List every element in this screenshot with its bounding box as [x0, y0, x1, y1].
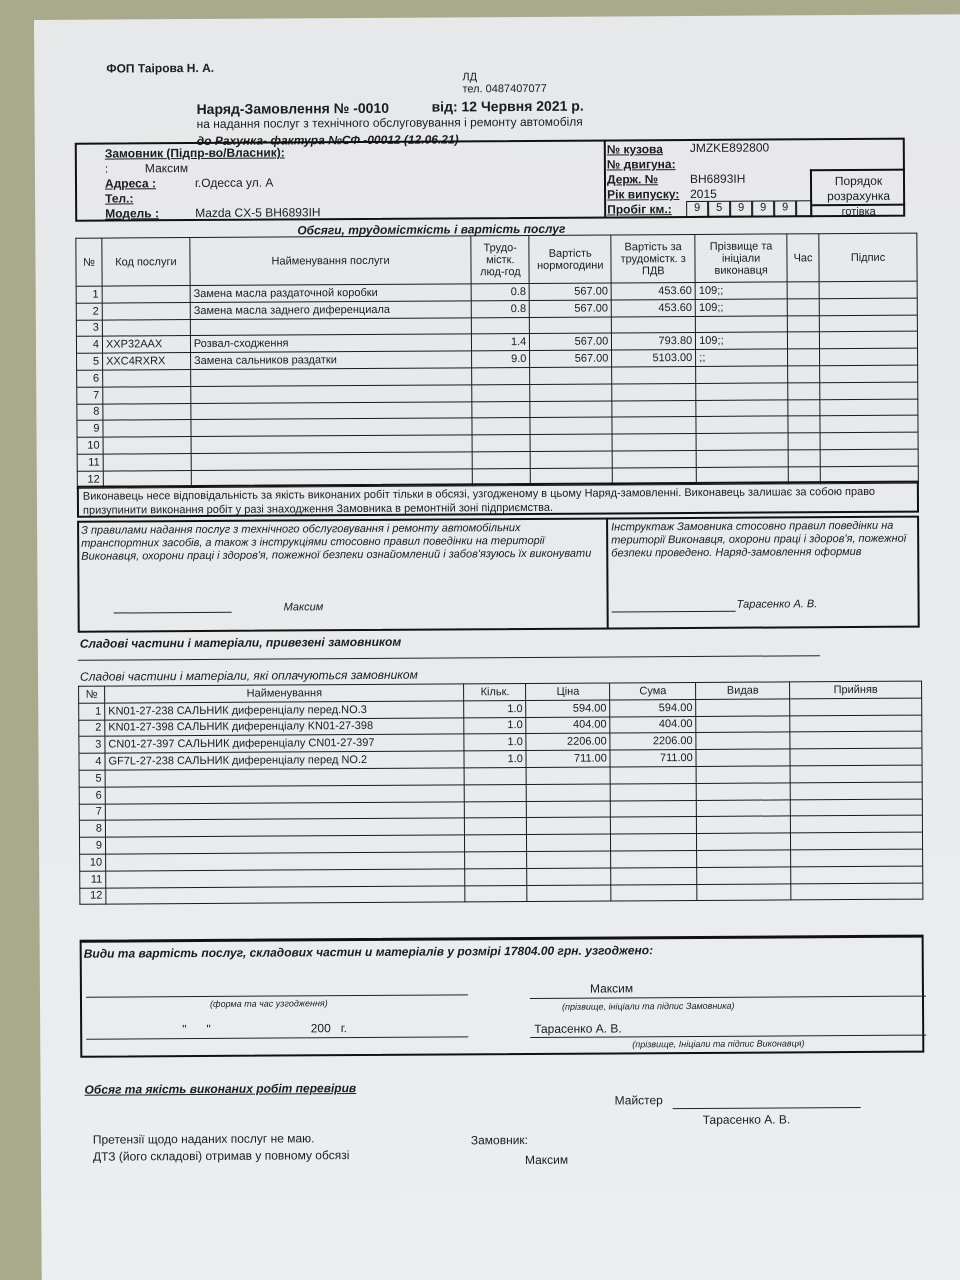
service-cell-n: 8	[77, 404, 103, 421]
service-cell-code	[102, 286, 190, 303]
engine-number-label: № двигуна:	[606, 157, 676, 172]
parts-col-number: №	[79, 686, 105, 703]
year-label: Рік випуску:	[607, 187, 680, 202]
service-cell-name	[191, 385, 473, 404]
service-cell-worker: 109;;	[695, 299, 787, 316]
service-cell-n: 2	[76, 303, 102, 320]
part-cell-received	[790, 799, 922, 817]
company-name: ФОП Таірова Н. А.	[106, 60, 215, 76]
service-cell-rate: 567.00	[530, 300, 612, 317]
part-cell-issued	[697, 799, 791, 816]
part-cell-n: 6	[79, 787, 105, 804]
address-value: г.Одесса ул. А	[194, 175, 274, 191]
service-cell-name	[191, 435, 473, 454]
part-cell-received	[791, 866, 923, 884]
part-cell-issued	[697, 883, 791, 900]
service-cell-sign	[820, 415, 918, 432]
service-cell-cost: 453.60	[611, 282, 695, 299]
part-cell-n: 3	[79, 736, 105, 753]
service-cell-time	[788, 332, 820, 349]
service-cell-cost	[612, 450, 696, 467]
document-title: Наряд-Замовлення № -0010	[196, 99, 390, 118]
part-cell-received	[790, 765, 922, 783]
payment-method-box	[810, 169, 905, 218]
service-cell-worker	[696, 450, 788, 467]
customer-label: Замовник:	[470, 1133, 529, 1148]
part-cell-issued	[696, 732, 790, 749]
rules-executor-text: Інструктаж Замовника стосовно правил поведінки на території Виконавця, охорони праці і здоров'я, пожежної безпеки проведено. Наряд-замовлення оформив	[611, 519, 907, 560]
document-subtitle: на надання послуг з технічного обслуговування і ремонту автомобіля	[196, 114, 583, 132]
part-cell-sum	[611, 834, 697, 851]
service-cell-n: 9	[77, 420, 103, 437]
service-cell-code	[103, 370, 191, 387]
part-cell-n: 10	[80, 854, 106, 871]
service-cell-time	[788, 416, 820, 433]
service-cell-sign	[820, 365, 918, 382]
service-cell-hours	[472, 435, 530, 452]
service-cell-n: 6	[77, 370, 103, 387]
footer-customer-name: Максим	[524, 1152, 569, 1168]
agreement-box	[80, 935, 925, 1058]
service-cell-sign	[820, 449, 918, 466]
service-cell-cost	[612, 434, 696, 451]
service-cell-hours	[472, 367, 530, 384]
payment-label-line-2: розрахунка	[827, 188, 891, 204]
service-cell-hours: 9.0	[472, 351, 530, 368]
service-cell-n: 12	[77, 471, 103, 488]
agreement-date-line: " " 200 г.	[182, 1021, 348, 1037]
service-cell-time	[787, 299, 819, 316]
payment-method-value: готівка	[812, 204, 905, 220]
parts-col-sum: Сума	[610, 682, 696, 699]
service-cell-code	[102, 319, 190, 336]
service-cell-worker	[696, 383, 788, 400]
service-cell-cost	[612, 383, 696, 400]
form-time-caption: (форма та час узгодження)	[209, 998, 328, 1009]
service-cell-worker	[696, 416, 788, 433]
part-cell-sum	[611, 800, 697, 817]
service-cell-sign	[819, 315, 917, 332]
plate-label: Держ. №	[606, 172, 659, 187]
service-cell-sign	[820, 348, 918, 365]
customer-name: Максим	[144, 161, 189, 176]
part-cell-qty	[465, 868, 527, 885]
service-cell-hours	[472, 401, 530, 418]
model-value: Mazda CX-5 BH6893IH	[195, 205, 321, 221]
part-cell-received	[790, 748, 922, 766]
part-cell-qty: 1.0	[464, 734, 526, 751]
part-cell-n: 5	[79, 770, 105, 787]
customer-prefix: :	[104, 161, 109, 176]
executor-caption: (прізвище, Ініціали та підпис Виконавця)	[632, 1038, 805, 1050]
part-cell-qty	[465, 885, 527, 902]
document-date: від: 12 Червня 2021 р.	[431, 97, 584, 115]
rules-executor-signer: Тарасенко А. В.	[736, 598, 818, 611]
part-cell-price	[527, 834, 611, 851]
part-cell-issued	[696, 783, 790, 800]
service-cell-sign	[819, 298, 917, 315]
checked-title: Обсяг та якість виконаних робіт перевірив	[84, 1081, 357, 1097]
part-cell-qty	[465, 851, 527, 868]
service-cell-hours: 0.8	[472, 300, 530, 317]
service-cell-hours: 0.8	[471, 283, 529, 300]
parts-brought-title: Сладові частини і матеріали, привезені замовником	[79, 634, 402, 651]
service-cell-n: 5	[77, 353, 103, 370]
mileage-digit-1: 9	[686, 201, 708, 217]
service-cell-name	[191, 401, 473, 420]
service-cell-hours	[473, 451, 531, 468]
service-cell-cost	[612, 316, 696, 333]
part-cell-received	[791, 883, 923, 901]
form-time-line	[86, 994, 468, 997]
service-cell-time	[788, 349, 820, 366]
services-table	[75, 233, 919, 489]
customer-signature-line	[114, 612, 232, 614]
mileage-digit-5: 9	[774, 200, 796, 216]
part-cell-price	[527, 885, 611, 902]
part-cell-sum: 2206.00	[610, 733, 696, 750]
rules-customer-text: З правилами надання послуг з технічного обслуговування і ремонту автомобільних транспортних засобів, а також з інструкціями стосовно правил поведінки на території Виконавця, охорони праці і здоров'я, пожежної безпеки ознайомлений і забов'язуюсь їх виконувати	[81, 522, 592, 563]
part-cell-issued	[696, 699, 790, 716]
part-cell-sum	[610, 766, 696, 783]
agreement-executor-name: Тарасенко А. В.	[534, 1021, 622, 1036]
service-cell-code	[103, 403, 191, 420]
part-cell-price	[527, 851, 611, 868]
claims-line-2: ДТЗ (його складові) отримав у повному обсязі	[92, 1148, 350, 1164]
part-cell-sum	[611, 867, 697, 884]
service-cell-name	[191, 368, 473, 387]
service-cell-code	[103, 420, 191, 437]
mileage-digit-3: 9	[730, 201, 752, 217]
parts-paid-title: Сладові частини і матеріали, які оплачуються замовником	[79, 667, 418, 684]
part-cell-issued	[697, 816, 791, 833]
payment-method-label	[812, 174, 905, 205]
parts-col-issued: Видав	[696, 682, 790, 699]
part-cell-sum	[611, 817, 697, 834]
service-cell-n: 7	[77, 387, 103, 404]
part-cell-n: 7	[79, 804, 105, 821]
company-phone: тел. 0487407077	[462, 82, 547, 96]
service-cell-cost: 5103.00	[612, 350, 696, 367]
service-cell-cost: 793.80	[612, 333, 696, 350]
part-cell-qty	[465, 835, 527, 852]
service-cell-n: 10	[77, 437, 103, 454]
model-label: Модель :	[105, 206, 160, 221]
col-header-code: Код послуги	[102, 238, 190, 287]
service-cell-cost	[612, 417, 696, 434]
agreement-customer-name: Максим	[589, 981, 634, 996]
part-cell-issued	[697, 867, 791, 884]
customer-label: Замовник (Підпр-во/Власник):	[104, 145, 285, 161]
service-cell-worker: 109;;	[695, 282, 787, 299]
part-cell-price: 711.00	[526, 750, 610, 767]
service-cell-worker: ;;	[696, 349, 788, 366]
part-cell-name: KN01-27-398 САЛЬНИК диференціалу KN01-27-398	[105, 717, 465, 736]
service-cell-rate	[530, 401, 612, 418]
part-cell-received	[790, 698, 922, 716]
rules-box	[77, 516, 920, 633]
mileage-digit-4: 9	[752, 200, 774, 216]
service-cell-n: 1	[76, 286, 102, 303]
service-cell-sign	[820, 382, 918, 399]
service-cell-sign	[820, 432, 918, 449]
col-header-labor-hours: Трудо- містк. люд-год	[471, 235, 529, 283]
part-cell-received	[790, 731, 922, 749]
part-cell-qty	[465, 767, 527, 784]
part-cell-sum	[610, 783, 696, 800]
service-cell-name: Розвал-сходження	[190, 334, 472, 353]
rules-customer-signer: Максим	[283, 601, 324, 614]
service-cell-worker: 109;;	[696, 332, 788, 349]
service-cell-n: 4	[76, 336, 102, 353]
part-cell-n: 8	[79, 820, 105, 837]
invoice-reference: до Рахунка- фактура №СФ -00012 (12.06.21)	[196, 132, 459, 149]
part-cell-price	[527, 784, 611, 801]
part-cell-received	[790, 715, 922, 733]
part-cell-price	[527, 801, 611, 818]
body-number-label: № кузова	[606, 142, 663, 157]
service-cell-time	[788, 382, 820, 399]
part-cell-price: 404.00	[526, 717, 610, 734]
services-header-row	[76, 233, 917, 286]
part-cell-price	[527, 868, 611, 885]
service-cell-hours	[472, 418, 530, 435]
col-header-hour-rate: Вартість нормогодини	[529, 235, 611, 283]
year-value: 2015	[690, 186, 717, 201]
service-cell-name	[191, 452, 473, 471]
date-line	[86, 1036, 468, 1039]
part-cell-qty: 1.0	[464, 700, 526, 717]
service-cell-code	[103, 454, 191, 471]
master-name: Тарасенко А. В.	[702, 1112, 791, 1127]
part-cell-sum: 594.00	[610, 699, 696, 716]
part-cell-name: CN01-27-397 САЛЬНИК диференціалу CN01-27-397	[105, 734, 465, 753]
service-cell-rate: 567.00	[529, 283, 611, 300]
part-cell-name: KN01-27-238 САЛЬНИК диференціалу перед.NO.3	[105, 701, 465, 720]
part-cell-issued	[696, 749, 790, 766]
phone-label: Тел.:	[105, 191, 134, 206]
service-cell-cost: 453.60	[611, 299, 695, 316]
customer-caption: (прізвище, ініціали та підпис Замовника)	[562, 1000, 735, 1012]
col-header-service-name: Найменування послуги	[190, 236, 472, 286]
service-cell-hours	[472, 384, 530, 401]
service-cell-rate: 567.00	[530, 333, 612, 350]
part-cell-issued	[697, 833, 791, 850]
service-cell-time	[787, 282, 819, 299]
service-cell-cost	[612, 366, 696, 383]
service-cell-n: 11	[77, 454, 103, 471]
service-cell-name	[190, 317, 472, 336]
service-cell-code	[103, 437, 191, 454]
parts-col-price: Ціна	[526, 683, 610, 700]
part-cell-received	[791, 815, 923, 833]
part-cell-sum	[611, 884, 697, 901]
part-cell-name	[106, 885, 466, 904]
part-cell-price	[527, 817, 611, 834]
service-cell-cost	[612, 400, 696, 417]
service-cell-worker	[696, 315, 788, 332]
part-cell-n: 12	[80, 888, 106, 905]
parts-col-received: Прийняв	[790, 681, 922, 699]
col-header-signature: Підпис	[819, 233, 917, 282]
service-cell-name: Замена сальников раздатки	[190, 351, 472, 370]
part-cell-issued	[696, 766, 790, 783]
service-cell-worker	[696, 366, 788, 383]
plate-value: BH6893IH	[689, 171, 746, 186]
service-cell-name: Замена масла заднего диференциала	[190, 301, 472, 320]
part-cell-qty	[465, 784, 527, 801]
ld-label: ЛД	[462, 71, 478, 84]
part-cell-price	[526, 767, 610, 784]
service-cell-worker	[696, 399, 788, 416]
service-cell-code: XXC4RXRX	[103, 353, 191, 370]
service-cell-worker	[696, 433, 788, 450]
parts-col-name: Найменування	[105, 684, 465, 703]
part-cell-n: 9	[79, 837, 105, 854]
claims-line-1: Претензії щодо наданих послуг не маю.	[92, 1131, 315, 1147]
customer-vehicle-box	[75, 138, 905, 222]
parts-col-qty: Кільк.	[464, 684, 526, 701]
service-cell-sign	[819, 281, 917, 298]
body-number-value: JMZKE892800	[689, 140, 770, 155]
service-cell-rate	[530, 384, 612, 401]
service-cell-time	[788, 450, 820, 467]
parts-brought-divider	[78, 655, 820, 661]
col-header-cost: Вартість за трудомістк. з ПДВ	[611, 234, 695, 283]
part-cell-issued	[697, 850, 791, 867]
responsibility-notice: Виконавець несе відповідальність за якість виконаних робіт тільки в обсязі, узгодженому в цьому Наряд-замовленні. Виконавець залишає за собою право призупинити виконання робіт у разі знаходження Замовника в ремонтній зоні підприємства.	[77, 481, 919, 518]
service-cell-time	[788, 366, 820, 383]
executor-signature-line	[612, 600, 736, 613]
service-cell-rate	[530, 434, 612, 451]
part-cell-n: 11	[80, 871, 106, 888]
service-cell-name: Замена масла раздаточной коробки	[190, 284, 472, 303]
part-cell-price: 2206.00	[526, 733, 610, 750]
agreement-header: Види та вартість послуг, складових частин и матеріалів у розмірі 17804.00 грн. узгоджено:	[83, 943, 654, 961]
part-cell-issued	[696, 715, 790, 732]
service-cell-name	[191, 418, 473, 437]
service-cell-time	[788, 399, 820, 416]
part-cell-n: 4	[79, 753, 105, 770]
service-cell-rate	[530, 367, 612, 384]
parts-table	[78, 681, 923, 906]
payment-label-line-1: Порядок	[834, 173, 883, 189]
part-cell-sum: 711.00	[610, 750, 696, 767]
part-cell-qty	[465, 801, 527, 818]
master-label: Майстер	[614, 1093, 663, 1108]
service-cell-rate	[530, 451, 612, 468]
part-cell-sum	[611, 850, 697, 867]
mileage-label: Пробіг км.:	[607, 202, 672, 217]
part-cell-n: 2	[79, 720, 105, 737]
service-cell-time	[787, 315, 819, 332]
part-cell-qty	[465, 818, 527, 835]
service-cell-rate: 567.00	[530, 350, 612, 367]
part-cell-price: 594.00	[526, 700, 610, 717]
rules-customer-signature	[114, 604, 232, 617]
part-cell-name: GF7L-27-238 САЛЬНИК диференціалу перед NO.2	[105, 751, 465, 770]
mileage-digit-2: 5	[708, 201, 730, 217]
part-cell-sum: 404.00	[610, 716, 696, 733]
service-cell-rate	[530, 417, 612, 434]
col-header-time: Час	[787, 234, 819, 282]
service-cell-code	[102, 302, 190, 319]
service-cell-sign	[819, 331, 917, 348]
col-header-number: №	[76, 238, 102, 286]
col-header-worker: Прізвище та ініціали виконавця	[695, 234, 787, 283]
service-cell-sign	[820, 399, 918, 416]
document-sheet	[34, 14, 960, 1280]
part-cell-qty: 1.0	[464, 751, 526, 768]
address-label: Адреса :	[104, 176, 156, 191]
part-cell-received	[791, 832, 923, 850]
service-cell-n: 3	[76, 320, 102, 337]
service-cell-hours: 1.4	[472, 334, 530, 351]
master-signature-line	[673, 1107, 861, 1109]
service-cell-rate	[530, 317, 612, 334]
part-cell-qty: 1.0	[464, 717, 526, 734]
part-cell-received	[790, 782, 922, 800]
service-cell-hours	[472, 317, 530, 334]
part-cell-n: 1	[79, 703, 105, 720]
service-cell-time	[788, 433, 820, 450]
service-cell-code: XXP32AAX	[102, 336, 190, 353]
executor-signature-line-wrap	[612, 599, 736, 618]
part-cell-received	[791, 849, 923, 867]
services-section-title: Обсяги, трудомісткість і вартість послуг	[297, 221, 566, 238]
customer-signature-line	[530, 996, 926, 999]
service-cell-code	[103, 386, 191, 403]
